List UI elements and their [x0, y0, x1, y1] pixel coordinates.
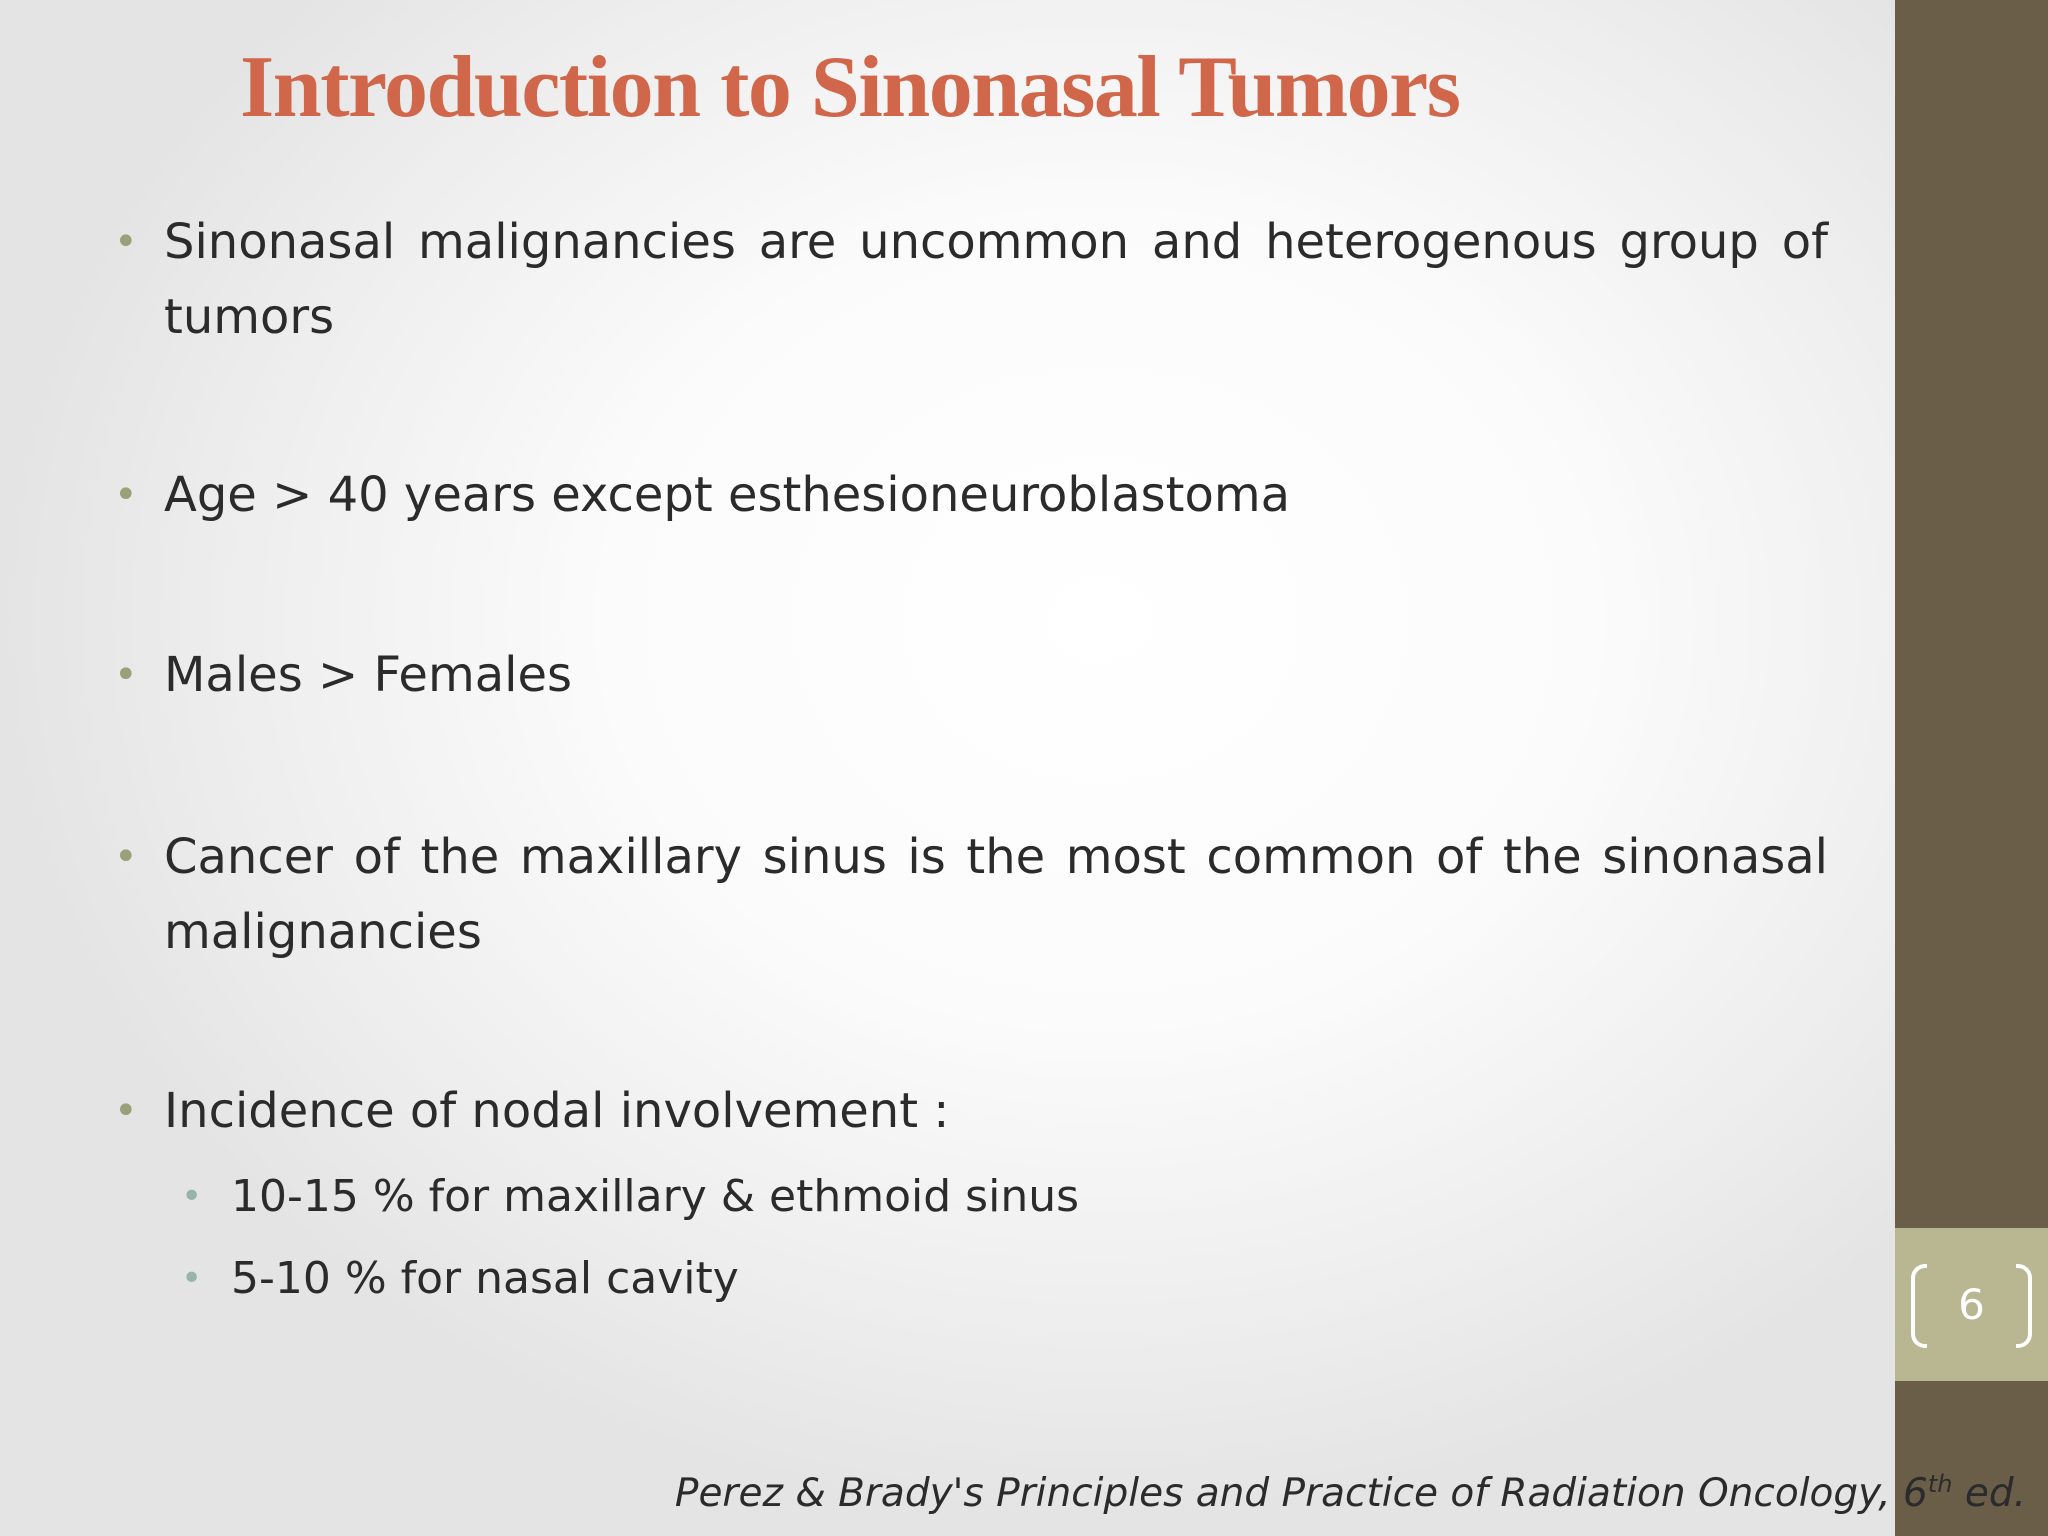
citation-main: Perez & Brady's Principles and Practice of Radiation Oncology, 6 — [674, 1471, 1928, 1516]
bullet-text: Age > 40 years except esthesioneuroblastoma — [164, 467, 1291, 523]
bullet-dot-icon: • — [114, 472, 138, 518]
sub-bullet-text: 5-10 % for nasal cavity — [231, 1253, 739, 1304]
sub-bullet-item — [181, 1165, 1811, 1229]
citation-superscript: th — [1927, 1470, 1953, 1498]
bullet-item — [114, 638, 1828, 713]
bullet-item — [114, 205, 1828, 355]
bullet-text: Incidence of nodal involvement : — [164, 1083, 950, 1139]
citation-suffix: ed. — [1952, 1471, 2026, 1516]
sub-bullet-item — [181, 1247, 1811, 1311]
citation — [675, 1458, 2026, 1530]
bullet-dot-icon: • — [114, 834, 138, 880]
bullet-text: Sinonasal malignancies are uncommon and heterogenous group of tumors — [164, 214, 1828, 345]
bullet-dot-icon: • — [114, 1088, 138, 1134]
bullet-dot-icon: • — [114, 652, 138, 698]
bullet-dot-icon: • — [114, 219, 138, 265]
bullet-item — [114, 1074, 1828, 1149]
sub-bullet-dot-icon: • — [181, 1176, 203, 1217]
bullet-text: Cancer of the maxillary sinus is the most common of the sinonasal malignancies — [164, 829, 1828, 960]
sub-bullet-dot-icon: • — [181, 1258, 203, 1299]
page-number: 6 — [1958, 1280, 1985, 1329]
bullet-item — [114, 458, 1828, 533]
sub-bullet-text: 10-15 % for maxillary & ethmoid sinus — [231, 1171, 1080, 1222]
bullet-text: Males > Females — [164, 647, 572, 703]
slide-title: Introduction to Sinonasal Tumors — [240, 39, 1460, 136]
bullet-item — [114, 820, 1828, 970]
